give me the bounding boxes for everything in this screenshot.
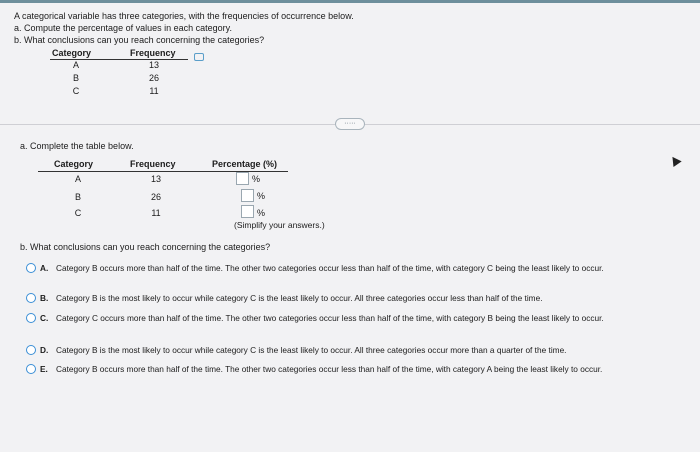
- radio-option-b[interactable]: [26, 293, 36, 303]
- part-b-prompt: b. What conclusions can you reach concerning the categories?: [20, 242, 271, 252]
- option-d-letter: D.: [40, 345, 49, 355]
- option-e-text: Category B occurs more than half of the time. The other two categories occur less than half of the time, with category A being the least likely to occur.: [56, 364, 603, 374]
- question-part-b: b. What conclusions can you reach concerning the categories?: [14, 35, 265, 45]
- answer-cat-c: C: [74, 208, 82, 218]
- given-cat-b: B: [72, 73, 79, 83]
- answer-header-frequency: Frequency: [130, 159, 176, 169]
- option-b-letter: B.: [40, 293, 49, 303]
- option-c-text: Category C occurs more than half of the time. The other two categories occur less than half of the time, with category B being the least likely to occur.: [56, 313, 604, 323]
- radio-option-c[interactable]: [26, 313, 36, 323]
- given-header-category: Category: [52, 48, 92, 58]
- answer-freq-b: 26: [150, 192, 161, 202]
- answer-header-percentage: Percentage (%): [212, 159, 278, 169]
- top-bar: [0, 0, 700, 3]
- given-cat-a: A: [72, 60, 79, 70]
- answer-table-rule: [38, 171, 288, 172]
- percent-unit-b: %: [257, 191, 266, 201]
- given-cat-c: C: [72, 86, 80, 96]
- show-more-button[interactable]: ·····: [335, 118, 365, 130]
- question-part-a: a. Compute the percentage of values in each category.: [14, 23, 232, 33]
- given-freq-c: 11: [149, 86, 159, 96]
- answer-cat-b: B: [74, 192, 81, 202]
- answer-cat-a: A: [74, 174, 81, 184]
- radio-option-d[interactable]: [26, 345, 36, 355]
- answer-freq-c: 11: [151, 208, 161, 218]
- percent-unit-a: %: [252, 174, 261, 184]
- percent-input-c[interactable]: [241, 205, 254, 218]
- option-d-text: Category B is the most likely to occur while category C is the least likely to occur. All three categories occur more than a quarter of the time.: [56, 345, 567, 355]
- answer-freq-a: 13: [150, 174, 161, 184]
- radio-option-e[interactable]: [26, 364, 36, 374]
- simplify-note: (Simplify your answers.): [234, 220, 325, 230]
- given-freq-a: 13: [148, 60, 159, 70]
- part-a-prompt: a. Complete the table below.: [20, 141, 134, 151]
- given-freq-b: 26: [148, 73, 159, 83]
- question-intro: A categorical variable has three categories, with the frequencies of occurrence below.: [14, 11, 354, 21]
- percent-input-b[interactable]: [241, 189, 254, 202]
- answer-header-category: Category: [54, 159, 94, 169]
- question-text: [14, 10, 354, 46]
- mouse-cursor-icon: [668, 154, 681, 167]
- option-b-text: Category B is the most likely to occur while category C is the least likely to occur. All three categories occur less than half of the time.: [56, 293, 543, 303]
- percent-unit-c: %: [257, 208, 266, 218]
- copy-table-icon[interactable]: [194, 53, 204, 61]
- radio-option-a[interactable]: [26, 263, 36, 273]
- percent-input-a[interactable]: [236, 172, 249, 185]
- given-header-frequency: Frequency: [130, 48, 176, 58]
- option-a-letter: A.: [40, 263, 49, 273]
- option-c-letter: C.: [40, 313, 49, 323]
- option-e-letter: E.: [40, 364, 48, 374]
- option-a-text: Category B occurs more than half of the time. The other two categories occur less than half of the time, with category C being the least likely to occur.: [56, 263, 604, 273]
